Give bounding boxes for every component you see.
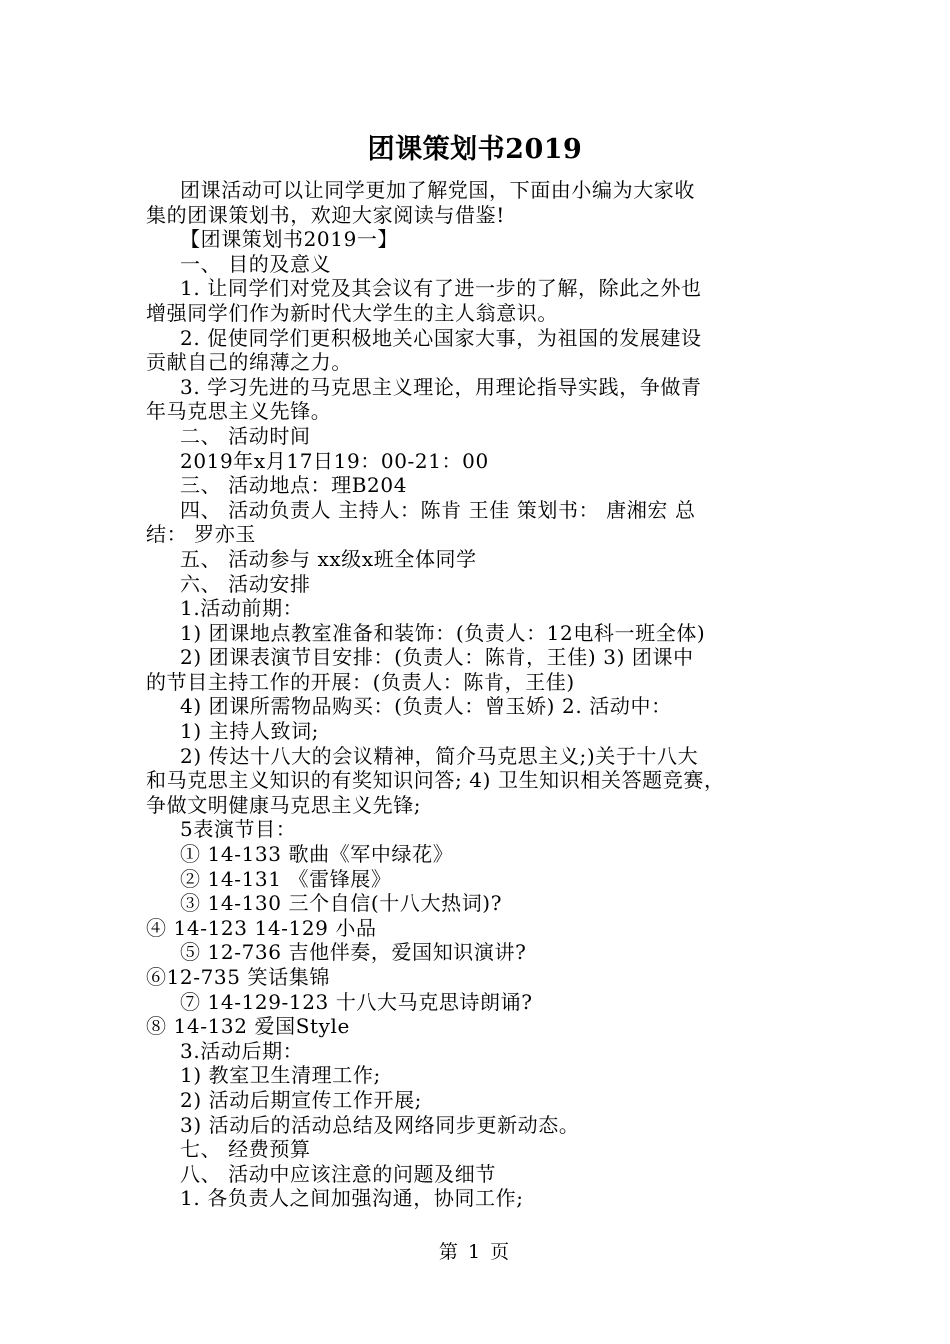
text-line: 二、 活动时间 — [180, 423, 311, 448]
text-line: ⑥12-735 笑话集锦 — [146, 965, 330, 989]
text-line: 贡献自己的绵薄之力。 — [146, 350, 352, 375]
text-line: 和马克思主义知识的有奖知识问答; 4) 卫生知识相关答题竞赛， — [146, 768, 725, 793]
text-line: ② 14-131 《雷锋展》 — [180, 866, 392, 891]
text-line: 年马克思主义先锋。 — [146, 399, 332, 424]
text-line: 2) 传达十八大的会议精神，简介马克思主义;)关于十八大 — [180, 743, 699, 768]
text-line: 1.活动前期： — [180, 596, 304, 621]
text-line: 2) 活动后期宣传工作开展; — [180, 1087, 423, 1112]
text-line: 1. 各负责人之间加强沟通，协同工作; — [180, 1186, 524, 1211]
text-line: 4) 团课所需物品购买：(负责人：曾玉娇) 2. 活动中： — [180, 694, 672, 719]
text-line: 3.活动后期： — [180, 1038, 304, 1063]
document-title: 团课策划书2019 — [367, 134, 583, 165]
text-line: 5表演节目： — [180, 817, 297, 842]
text-line: 增强同学们作为新时代大学生的主人翁意识。 — [146, 300, 558, 325]
text-line: 2019年x月17日19：00-21：00 — [180, 448, 489, 473]
text-line: 1) 教室卫生清理工作; — [180, 1063, 381, 1088]
text-line: 3) 活动后的活动总结及网络同步更新动态。 — [180, 1112, 580, 1137]
text-line: 六、 活动安排 — [180, 571, 311, 596]
text-line: 1) 主持人致词; — [180, 719, 320, 744]
text-line: 的节目主持工作的开展：(负责人：陈肯，王佳) — [146, 669, 575, 694]
text-line: 五、 活动参与 xx级x班全体同学 — [180, 546, 477, 571]
text-line: 一、 目的及意义 — [180, 251, 332, 276]
page-number: 第 1 页 — [438, 1241, 512, 1263]
text-line: 1) 团课地点教室准备和装饰：(负责人：12电科一班全体) — [180, 620, 706, 645]
text-line: ③ 14-130 三个自信(十八大热词)? — [180, 891, 503, 916]
text-line: ⑧ 14-132 爱国Style — [146, 1014, 350, 1039]
text-line: 集的团课策划书，欢迎大家阅读与借鉴! — [146, 202, 505, 227]
text-line: 3. 学习先进的马克思主义理论，用理论指导实践，争做青 — [180, 374, 702, 399]
text-line: 七、 经费预算 — [180, 1137, 311, 1162]
text-line: 八、 活动中应该注意的问题及细节 — [180, 1161, 496, 1186]
text-line: ⑤ 12-736 吉他伴奏，爱国知识演讲? — [180, 940, 527, 965]
text-line: ⑦ 14-129-123 十八大马克思诗朗诵? — [180, 989, 533, 1014]
text-line: ④ 14-123 14-129 小品 — [146, 915, 377, 940]
text-line: ① 14-133 歌曲《军中绿花》 — [180, 842, 454, 867]
document-body — [146, 178, 816, 1211]
text-line: 团课活动可以让同学更加了解党国，下面由小编为大家收 — [180, 178, 695, 202]
text-line: 2. 促使同学们更积极地关心国家大事，为祖国的发展建设 — [180, 325, 702, 350]
text-line: 结： 罗亦玉 — [146, 522, 256, 547]
text-line: 三、 活动地点：理B204 — [180, 473, 408, 498]
text-line: 1. 让同学们对党及其会议有了进一步的了解，除此之外也 — [180, 276, 702, 301]
text-line: 【团课策划书2019一】 — [180, 227, 399, 252]
text-line: 2) 团课表演节目安排：(负责人：陈肯，王佳) 3) 团课中 — [180, 645, 694, 670]
text-line: 四、 活动负责人 主持人：陈肯 王佳 策划书： 唐湘宏 总 — [180, 497, 696, 522]
text-line: 争做文明健康马克思主义先锋; — [146, 792, 422, 817]
